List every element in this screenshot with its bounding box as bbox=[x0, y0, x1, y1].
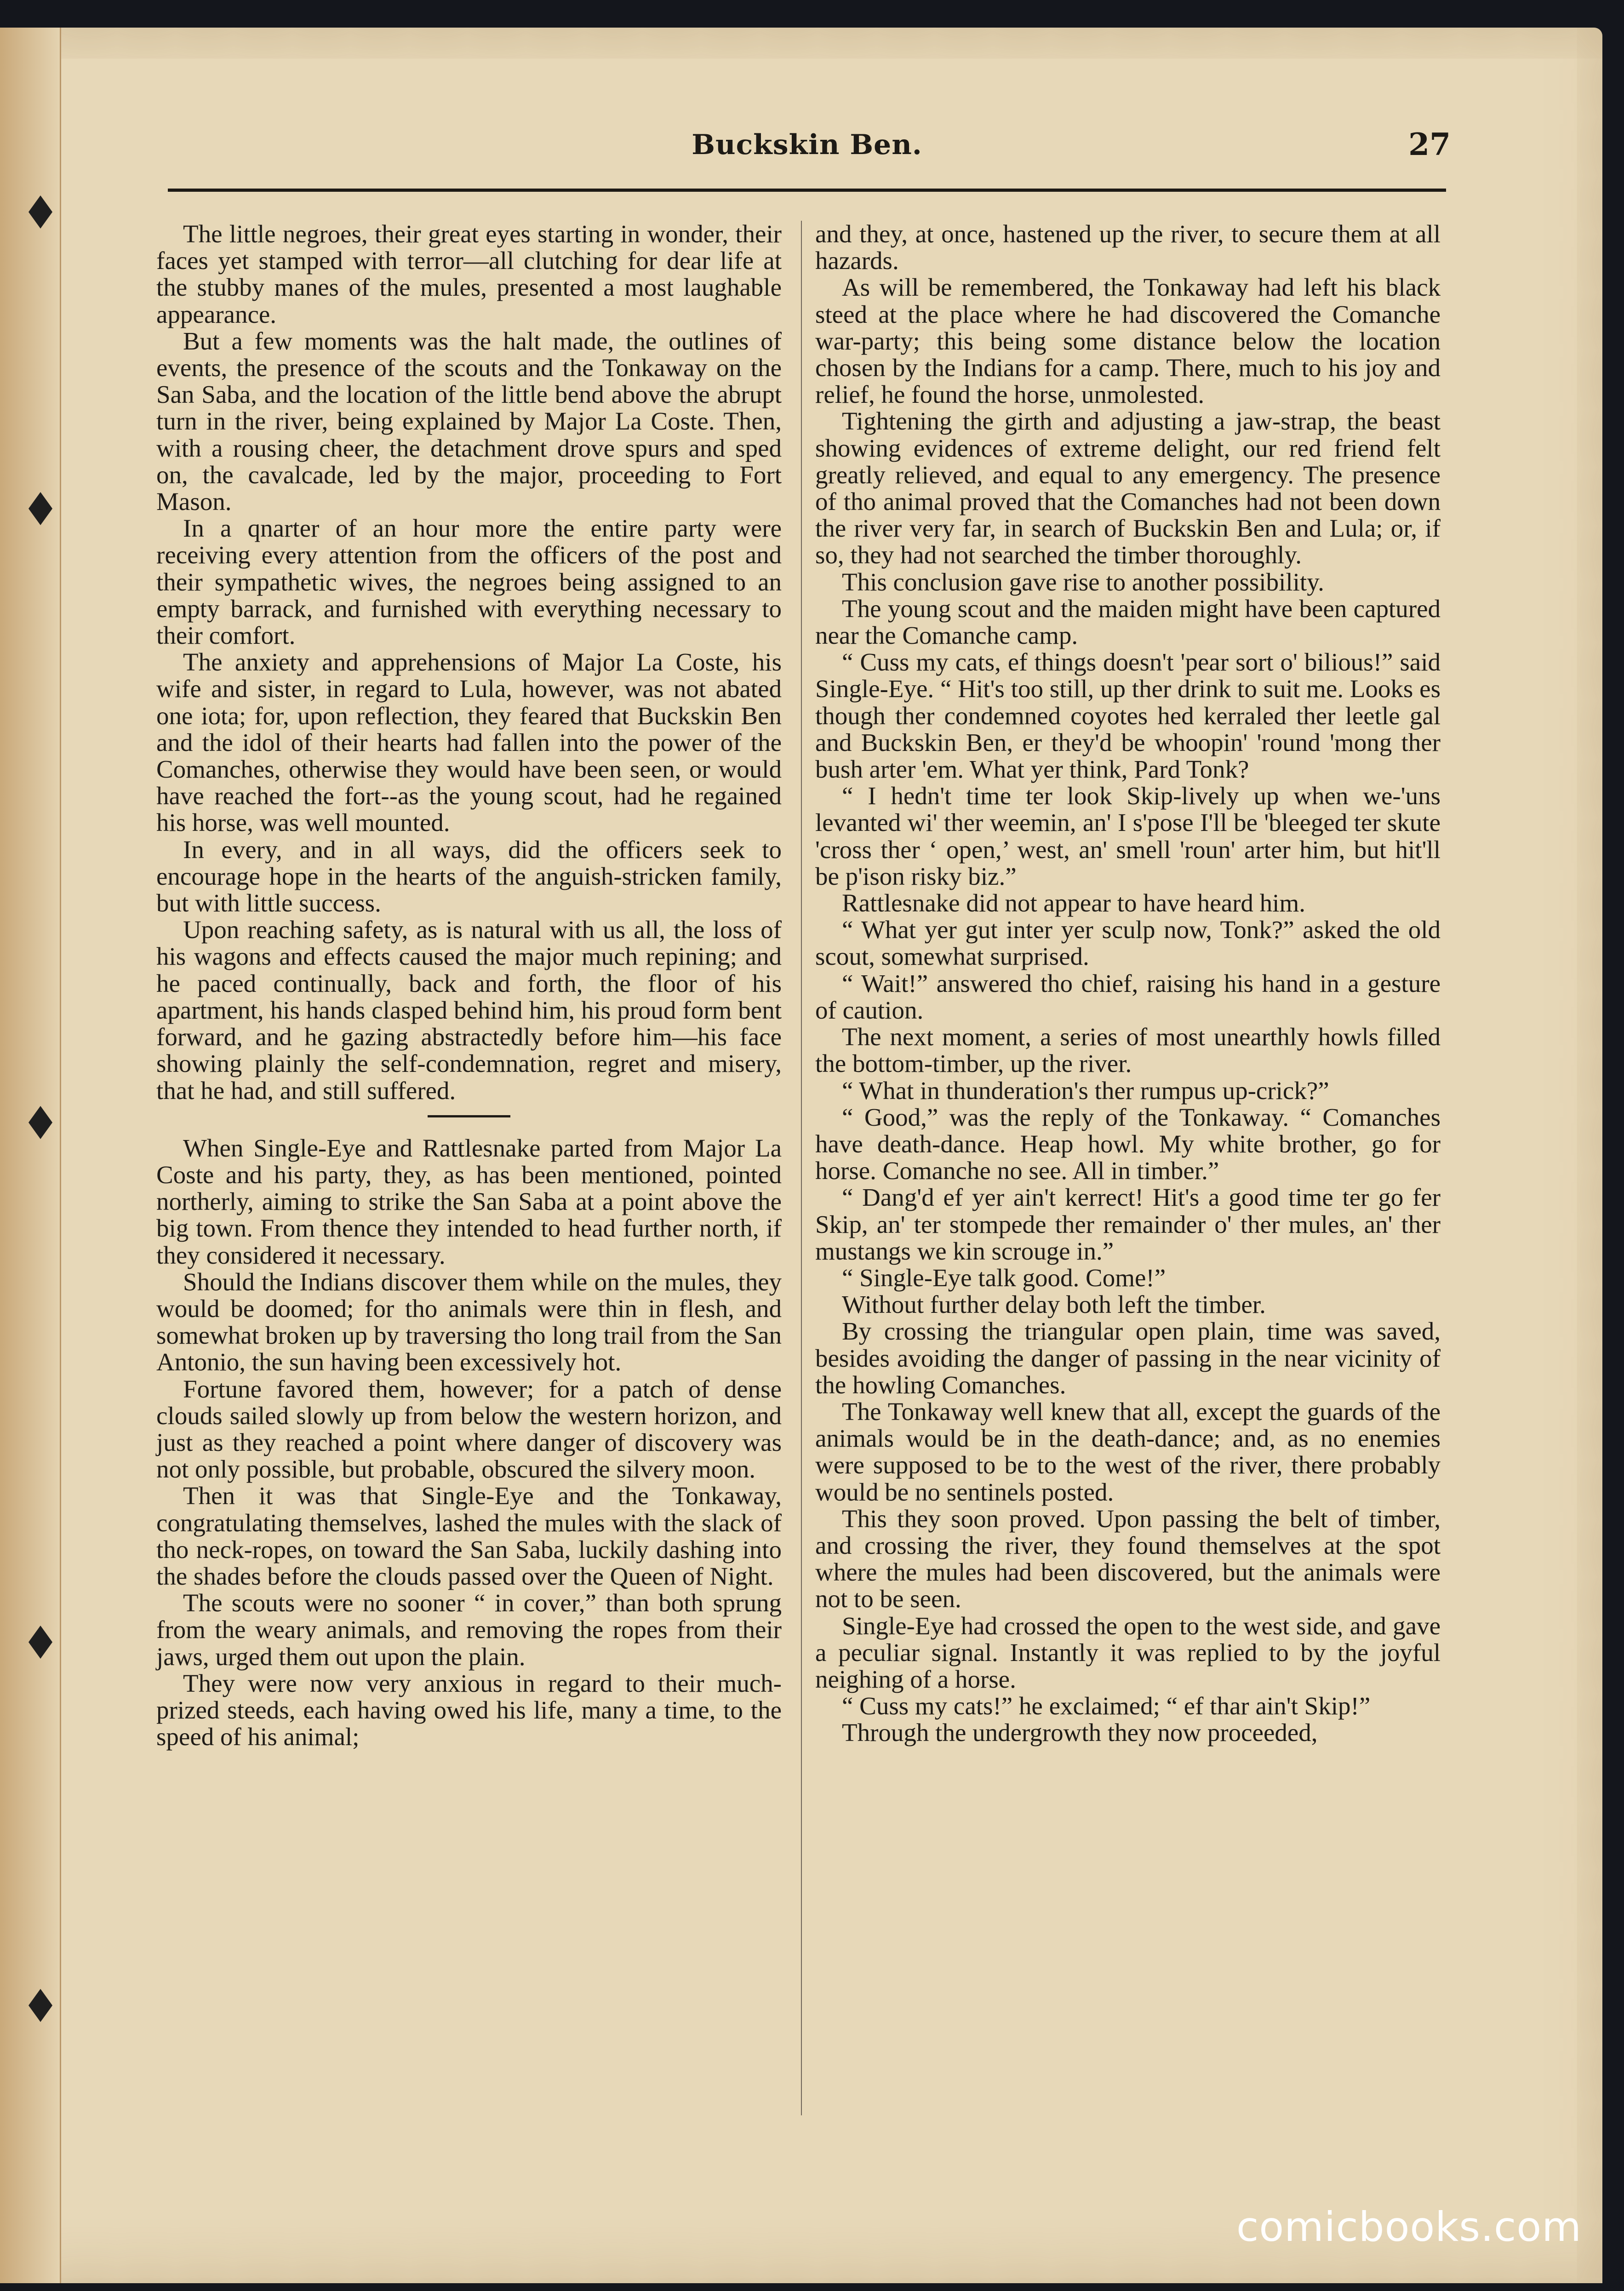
paragraph: The little negroes, their great eyes starting in wonder, their faces yet stamped with terror—all clutching for dear life at the stubby manes of the mules, presented a most laughable appearance. bbox=[156, 220, 782, 328]
left-column bbox=[156, 221, 782, 1750]
paragraph: Tightening the girth and adjusting a jaw-strap, the beast showing evidences of extreme delight, our red friend felt greatly relieved, and equal to any emergency. The presence of tho animal proved that the Comanches had not been down the river very far, in search of Buckskin Ben and Lula; or, if so, they had not searched the timber thoroughly. bbox=[815, 407, 1441, 569]
left-column-bottom-section bbox=[156, 1135, 782, 1751]
paragraph: By crossing the triangular open plain, time was saved, besides avoiding the danger of passing in the near vicinity of the howling Comanches. bbox=[815, 1317, 1441, 1399]
header-rule bbox=[168, 189, 1446, 192]
paragraph: “ What yer gut inter yer sculp now, Tonk?” asked the old scout, somewhat surprised. bbox=[815, 916, 1441, 971]
binding-stitch-icon bbox=[29, 1106, 52, 1123]
running-title: Buckskin Ben. bbox=[692, 129, 922, 161]
paragraph: As will be remembered, the Tonkaway had left his black steed at the place where he had discovered the Comanche war-party; this being some distance below the location chosen by the Indians for a camp. There, much to his joy and relief, he found the horse, unmolested. bbox=[815, 273, 1441, 409]
right-column bbox=[815, 221, 1441, 1747]
column-divider bbox=[801, 221, 802, 2115]
paragraph: “ Dang'd ef yer ain't kerrect! Hit's a good time ter go fer Skip, an' ter stompede ther remainder o' ther mules, an' ther mustangs we kin scrouge in.” bbox=[815, 1183, 1441, 1265]
paragraph: The young scout and the maiden might have been captured near the Comanche camp. bbox=[815, 594, 1441, 650]
paragraph: They were now very anxious in regard to their much-prized steeds, each having owed his life, many a time, to the speed of his animal; bbox=[156, 1669, 782, 1751]
paragraph: This they soon proved. Upon passing the belt of timber, and crossing the river, they found themselves at the spot where the mules had been discovered, but the animals were not to be seen. bbox=[815, 1504, 1441, 1613]
binding-stitch-icon bbox=[29, 492, 52, 509]
paragraph: The next moment, a series of most unearthly howls filled the bottom-timber, up the river. bbox=[815, 1023, 1441, 1078]
paragraph: But a few moments was the halt made, the outlines of events, the presence of the scouts and the Tonkaway on the San Saba, and the location of the little bend above the abrupt turn in the river, being explained by Major La Coste. Then, with a rousing cheer, the detachment drove spurs and sped on, the cavalcade, led by the major, proceeding to Fort Mason. bbox=[156, 326, 782, 516]
paragraph: “ I hedn't time ter look Skip-lively up when we-'uns levanted wi' ther weemin, an' I s'pose I'll be 'bleeged ter skute 'cross ther ‘ open,’ west, an' smell 'roun' arter him, but hit'll be p'ison risky biz.” bbox=[815, 782, 1441, 890]
page-number: 27 bbox=[1408, 126, 1451, 162]
binding-stitch-icon bbox=[29, 195, 52, 212]
book-binding bbox=[0, 28, 61, 2283]
paragraph: This conclusion gave rise to another possibility. bbox=[842, 567, 1324, 596]
paragraph: “ Cuss my cats, ef things doesn't 'pear sort o' bilious!” said Single-Eye. “ Hit's too still, up ther drink to suit me. Looks es though ther condemned coyotes hed kerraled ther leetle gal and Buckskin Ben, er they'd be whoopin' 'round 'mong ther bush arter 'em. What yer think, Pard Tonk? bbox=[815, 648, 1441, 784]
paragraph: Rattlesnake did not appear to have heard him. bbox=[842, 889, 1305, 917]
paragraph: Through the undergrowth they now proceeded, bbox=[842, 1718, 1318, 1747]
right-column-body bbox=[815, 221, 1441, 1747]
left-column-top-section bbox=[156, 221, 782, 1104]
paragraph: Single-Eye had crossed the open to the west side, and gave a peculiar signal. Instantly it was replied to by the joyful neighing of a horse. bbox=[815, 1611, 1441, 1693]
paragraph: In every, and in all ways, did the officers seek to encourage hope in the hearts of the anguish-stricken family, but with little success. bbox=[156, 835, 782, 917]
paragraph: “ Cuss my cats!” he exclaimed; “ ef thar ain't Skip!” bbox=[842, 1692, 1371, 1720]
watermark-text: comicbooks.com bbox=[1236, 2203, 1582, 2251]
paragraph: “ Good,” was the reply of the Tonkaway. “ Comanches have death-dance. Heap howl. My white brother, go for horse. Comanche no see. All in timber.” bbox=[815, 1103, 1441, 1185]
paragraph: Fortune favored them, however; for a patch of dense clouds sailed slowly up from below the western horizon, and just as they reached a point where danger of discovery was not only possible, but probable, obscured the silvery moon. bbox=[156, 1375, 782, 1483]
paragraph: Upon reaching safety, as is natural with us all, the loss of his wagons and effects caused the major much repining; and he paced continually, back and forth, the floor of his apartment, his hands clasped behind him, his proud form bent forward, and he gazing abstractedly before him—his face showing plainly the self-condemnation, regret and misery, that he had, and still suffered. bbox=[156, 916, 782, 1105]
paragraph: The anxiety and apprehensions of Major La Coste, his wife and sister, in regard to Lula, however, was not abated one iota; for, upon reflection, they feared that Buckskin Ben and the idol of their hearts had fallen into the power of the Comanches, otherwise they would have been seen, or would have reached the fort--as the young scout, had he regained his horse, was well mounted. bbox=[156, 648, 782, 837]
page-header bbox=[168, 110, 1451, 179]
paragraph: The scouts were no sooner “ in cover,” than both sprung from the weary animals, and removing the ropes from their jaws, urged them out upon the plain. bbox=[156, 1589, 782, 1671]
paragraph: “ Wait!” answered tho chief, raising his hand in a gesture of caution. bbox=[815, 969, 1441, 1024]
paragraph: Should the Indians discover them while on the mules, they would be doomed; for tho animals were thin in flesh, and somewhat broken up by traversing tho long trail from the San Antonio, the sun having been excessively hot. bbox=[156, 1267, 782, 1376]
paragraph: “ What in thunderation's ther rumpus up-crick?” bbox=[842, 1076, 1329, 1105]
paragraph: Without further delay both left the timber. bbox=[842, 1290, 1266, 1319]
section-break-rule bbox=[428, 1115, 510, 1117]
paragraph: In a qnarter of an hour more the entire party were receiving every attention from the officers of the post and their sympathetic wives, the negroes being assigned to an empty barrack, and furnished with everything necessary to their comfort. bbox=[156, 514, 782, 650]
paragraph: and they, at once, hastened up the river, to secure them at all hazards. bbox=[815, 220, 1441, 275]
paragraph: Then it was that Single-Eye and the Tonkaway, congratulating themselves, lashed the mules with the slack of tho neck-ropes, on toward the San Saba, luckily dashing into the shades before the clouds passed over the Queen of Night. bbox=[156, 1482, 782, 1590]
paragraph: The Tonkaway well knew that all, except the guards of the animals would be in the death-dance; and, as no enemies were supposed to be to the west of the river, there probably would be no sentinels posted. bbox=[815, 1397, 1441, 1506]
paragraph: When Single-Eye and Rattlesnake parted from Major La Coste and his party, they, as has been mentioned, pointed northerly, aiming to strike the San Saba at a point above the big town. From thence they intended to head further north, if they considered it necessary. bbox=[156, 1134, 782, 1269]
binding-stitch-icon bbox=[29, 1626, 52, 1642]
paragraph: “ Single-Eye talk good. Come!” bbox=[842, 1263, 1166, 1292]
binding-stitch-icon bbox=[29, 1989, 52, 2005]
